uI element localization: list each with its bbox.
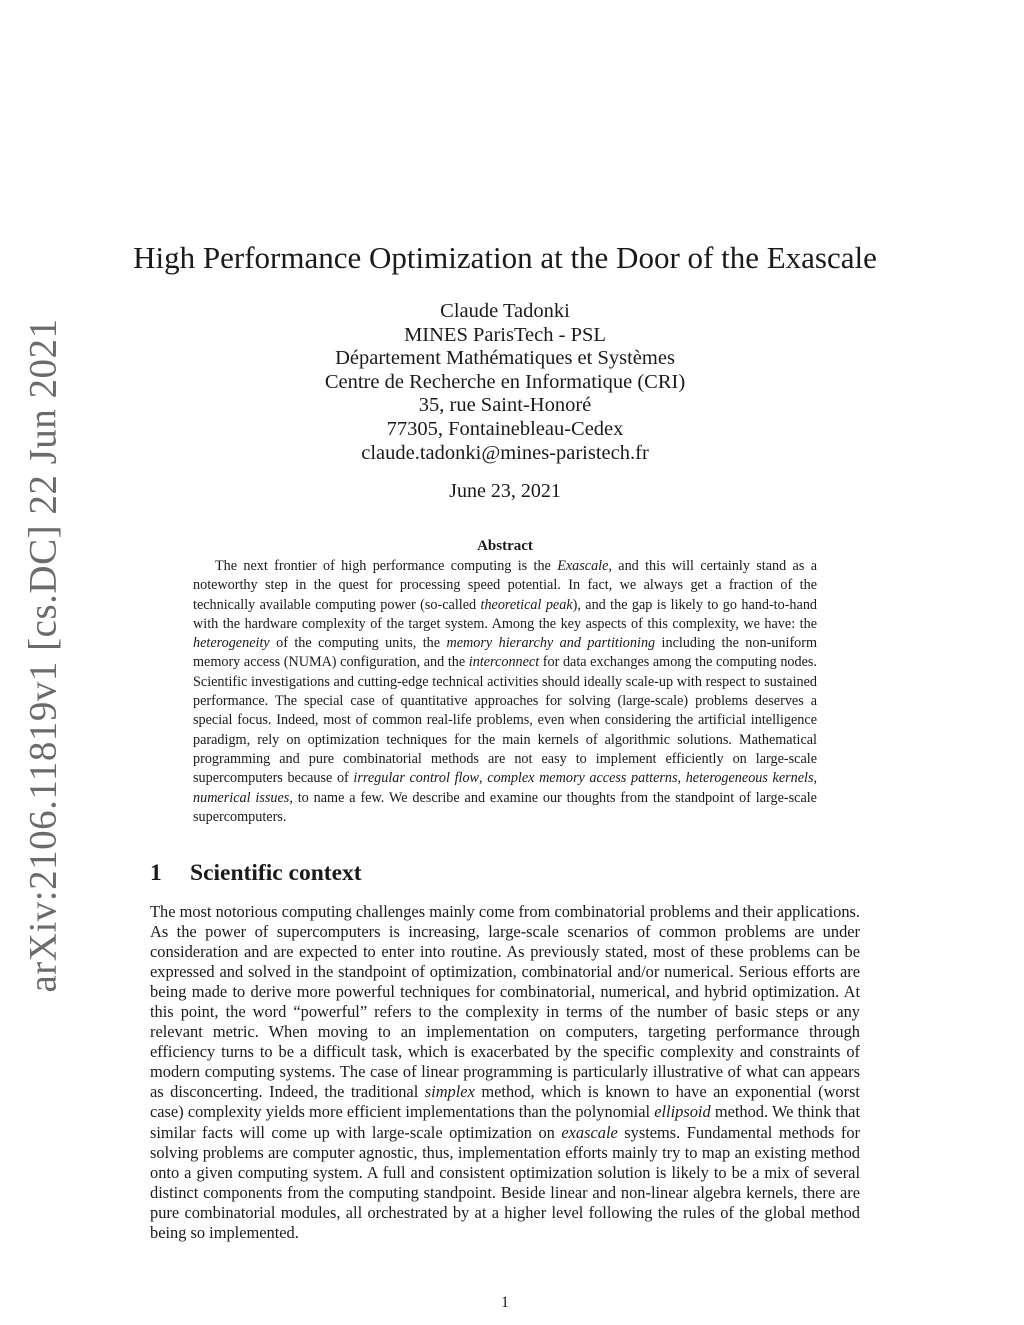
abstract-text: including the non-uniform memory access (NUMA) configuration, and the <box>193 635 818 671</box>
body-text: method. We think that similar facts will come up with large-scale optimization on <box>150 1102 861 1142</box>
paper-date: June 23, 2021 <box>449 480 561 502</box>
abstract-text: The next frontier of high performance computing is the <box>215 558 558 574</box>
author-department: Département Mathématiques et Systèmes <box>335 347 675 370</box>
abstract-emphasis: Exascale <box>557 558 609 574</box>
page-number: 1 <box>501 1294 509 1311</box>
abstract-text: , <box>813 770 818 787</box>
author-city: 77305, Fontainebleau-Cedex <box>386 417 624 440</box>
paper-title: High Performance Optimization at the Door of the Exascale <box>133 240 877 275</box>
body-emphasis: simplex <box>424 1082 475 1102</box>
abstract-text: ), and the gap is likely to go hand-to-hand with the hardware complexity of the target system. Among the key aspects of this complexity, we have: the <box>193 596 818 632</box>
section-body <box>150 902 860 1243</box>
abstract-text: for data exchanges among the computing nodes. Scientific investigations and cutting-edge technical activities should ideally scale-up with respect to sustained performance. The special case of quantitative approaches for solving (large-scale) problems deserves a special focus. Indeed, most of common real-life problems, even when considering the artificial intelligence paradigm, rely on optimization techniques for the main kernels of algorithmic solutions. Mathematical programming and pure combinatorial methods are not easy to implement efficiently on large-scale supercomputers because of <box>193 654 817 787</box>
abstract-text: , to name a few. We describe and examine our thoughts from the standpoint of large-scale supercomputers. <box>193 789 817 825</box>
author-affiliation: MINES ParisTech - PSL <box>404 323 606 346</box>
author-center: Centre de Recherche en Informatique (CRI) <box>324 370 686 393</box>
abstract-text: , <box>479 770 488 787</box>
abstract-emphasis: theoretical peak <box>480 596 573 613</box>
section-number: 1 <box>150 860 162 886</box>
section-heading <box>150 860 362 887</box>
abstract-paragraph <box>193 557 817 827</box>
body-emphasis: exascale <box>561 1122 618 1142</box>
body-emphasis: ellipsoid <box>654 1102 711 1122</box>
body-text: The most notorious computing challenges mainly come from combinatorial problems and their applications. As the power of supercomputers is increasing, large-scale scenarios of common problems are under consideration and are expected to enter into routine. As previously stated, most of these problems can be expressed and solved in the standpoint of optimization, combinatorial and/or numerical. Serious efforts are being made to derive more powerful techniques for combinatorial, numerical, and hybrid optimization. At this point, the word “powerful” refers to the complexity in terms of the number of basic steps or any relevant metric. When moving to an implementation on computers, targeting performance through efficiency turns to be a difficult task, which is exacerbated by the specific complexity and constraints of modern computing systems. The case of linear programming is particularly illustrative of what can appears as disconcerting. Indeed, the traditional <box>150 902 860 1102</box>
body-text: systems. Fundamental methods for solving problems are computer agnostic, thus, implementation efforts mainly try to map an existing method onto a given computing system. A full and consistent optimization solution is likely to be a mix of several distinct components from the computing standpoint. Beside linear and non-linear algebra kernels, there are pure combinatorial modules, all orchestrated by at a higher level following the rules of the global method being so implemented. <box>150 1122 860 1242</box>
arxiv-identifier: arXiv:2106.11819v1 [cs.DC] 22 Jun 2021 <box>21 317 65 993</box>
section-title: Scientific context <box>190 860 362 886</box>
abstract-emphasis: heterogeneity <box>193 635 270 652</box>
abstract-emphasis: memory hierarchy and partitioning <box>446 635 656 652</box>
abstract-body <box>193 557 817 827</box>
body-paragraph <box>150 902 860 1243</box>
abstract-emphasis: interconnect <box>468 654 540 671</box>
author-block <box>0 300 1010 465</box>
author-email: claude.tadonki@mines-paristech.fr <box>361 441 649 464</box>
body-text: method, which is known to have an exponential (worst case) complexity yields more efficient implementations than the polynomial <box>150 1082 860 1122</box>
abstract-text: , and this will certainly stand as a noteworthy step in the quest for processing speed potential. In fact, we always get a fraction of the technically available computing power (so-called <box>193 558 817 613</box>
author-name: Claude Tadonki <box>440 300 570 322</box>
author-street: 35, rue Saint-Honoré <box>418 394 592 417</box>
abstract-emphasis: complex memory access patterns <box>487 770 678 787</box>
abstract-text: of the computing units, the <box>269 635 447 652</box>
abstract-emphasis: numerical issues <box>193 789 290 806</box>
abstract-emphasis: heterogeneous kernels <box>685 770 814 787</box>
abstract-heading: Abstract <box>477 538 533 554</box>
abstract-emphasis: irregular control flow <box>353 770 480 787</box>
abstract-text: , <box>677 770 686 787</box>
